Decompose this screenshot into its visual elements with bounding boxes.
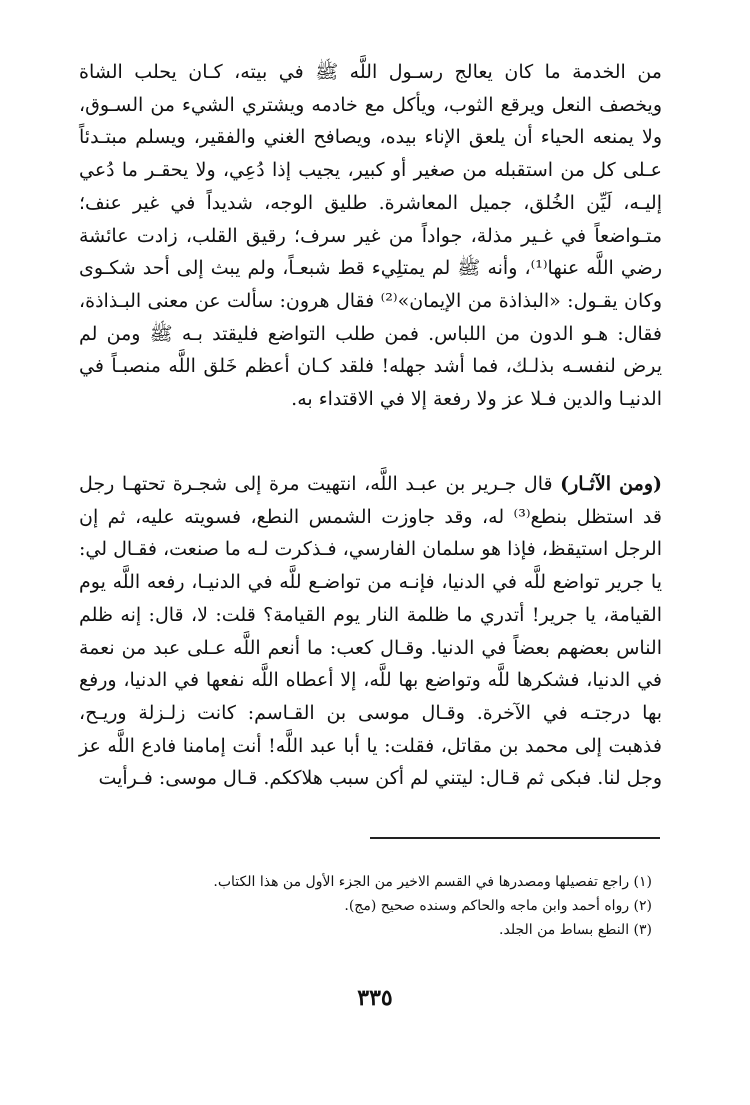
page-number: ٣٣٥ [357, 985, 393, 1011]
footnotes [92, 870, 652, 942]
footnote-2: (٢) رواه أحمد وابن ماجه والحاكم وسنده صحيح (مج). [344, 898, 652, 914]
paragraph-2-text: قال جـرير بن عبـد اللَّه، انتهيت مرة إلى شجـرة تحتهـا رجل قد استظل بنطع⁽³⁾ له، وقد جاوزت الشمس النطع، فسويته عليه، ثم إن الرجل استيقظ، فإذا هو سلمان الفارسي، فـذكرت لـه ما صنعت، فقـال لي: يا جرير تواضع للَّه في الدنيا، فإنـه من تواضـع للَّه في الدنيـا، رفعه اللَّه يوم القيامة، يا جرير! أتدري ما ظلمة النار يوم القيامة؟ قلت: لا، قال: إنه ظلم الناس بعضهم بعضاً في الدنيا. وقـال كعب: ما أنعم اللَّه عـلى عبد من نعمة في الدنيا، فشكرها للَّه وتواضع بها للَّه، إلا أعطاه اللَّه نفعها في الدنيا، ورفع بها درجتـه في الآخرة. وقـال موسى بن القـاسم: كانت زلـزلة وريـح، فذهبت إلى محمد بن مقاتل، فقلت: يا أبا عبد اللَّه! أنت إمامنا فادع اللَّه عز وجل لنا. فبكى ثم قـال: ليتني لم أكن سبب هلاككم. قـال موسى: فـرأيت [79, 473, 662, 790]
section-lead-athar: (ومن الآثـار) [560, 473, 662, 495]
main-paragraph-1 [79, 56, 662, 416]
footnote-1: (١) راجع تفصيلها ومصدرها في القسم الاخير من الجزء الأول من هذا الكتاب. [213, 874, 652, 890]
paragraph-1-text: من الخدمة ما كان يعالج رسـول اللَّه ﷺ في بيته، كـان يحلب الشاة ويخصف النعل ويرقع الثوب، ويأكل مع خادمه ويشتري الشيء من السـوق، ولا يمنعه الحياء أن يلعق الإناء بيده، ويصافح الغني والفقير، ويسلم مبتـدئاً عـلى كل من استقبله من صغير أو كبير، يجيب إذا دُعِي، ولا يحقـر ما دُعي إليـه، لَيِّن الخُلق، جميل المعاشرة. طليق الوجه، شديداً في غير عنف؛ متـواضعاً في غـير مذلة، جواداً من غير سرف؛ رقيق القلب، زادت عائشة رضي اللَّه عنها⁽¹⁾، وأنه ﷺ لم يمتلِيء قط شبعـاً، ولم يبث إلى أحد شكـوى وكان يقـول: «البذاذة من الإيمان»⁽²⁾ فقال هرون: سألت عن معنى البـذاذة، فقال: هـو الدون من اللباس. فمن طلب التواضع فليقتد بـه ﷺ ومن لم يرض لنفسـه بذلـك، فما أشد جهله! فلقد كـان أعظم خَلق اللَّه منصبـاً في الدنيـا والدين فـلا عز ولا رفعة إلا في الاقتداء به. [79, 61, 663, 411]
footnote-separator [370, 837, 660, 839]
main-paragraph-2 [79, 468, 662, 795]
footnote-3: (٣) النطع بساط من الجلد. [499, 922, 652, 938]
